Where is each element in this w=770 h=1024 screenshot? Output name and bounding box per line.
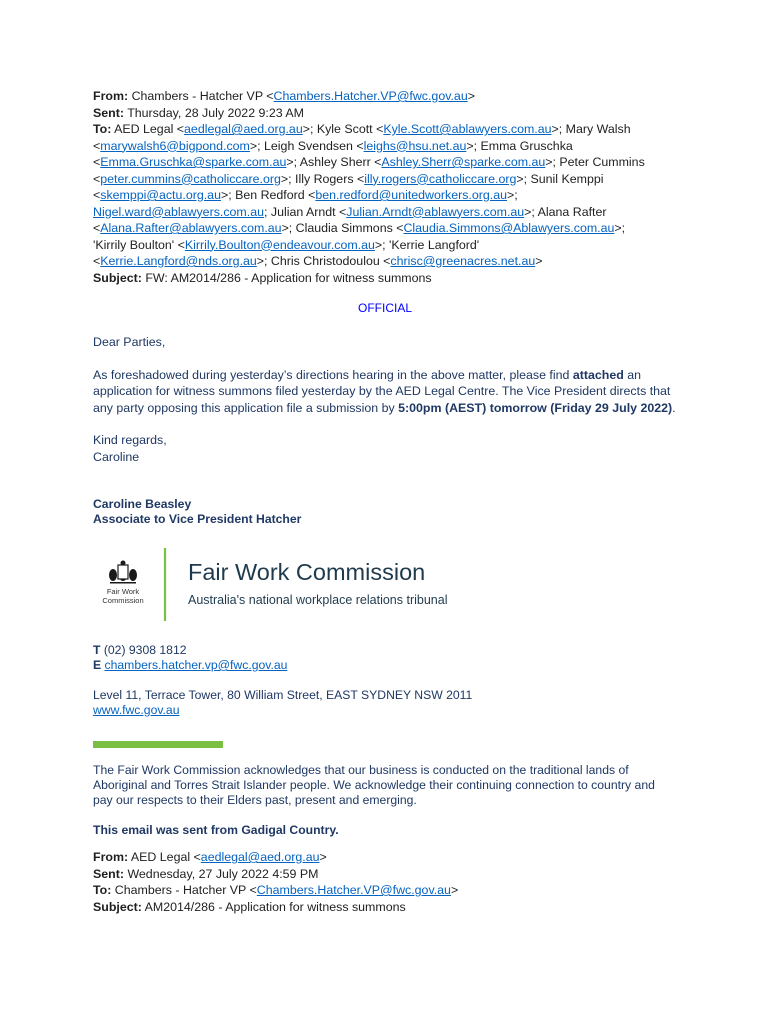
contact-block	[93, 643, 693, 718]
signature-name: Caroline Beasley	[93, 497, 192, 511]
sent-line: Sent: Wednesday, 27 July 2022 4:59 PM	[93, 866, 319, 881]
to-line: <Emma.Gruschka@sparke.com.au>; Ashley Sherr <Ashley.Sherr@sparke.com.au>; Peter Cummins	[93, 155, 645, 169]
signature-title: Associate to Vice President Hatcher	[93, 512, 302, 526]
to-line: To: Chambers - Hatcher VP <Chambers.Hatcher.VP@fwc.gov.au>	[93, 883, 459, 897]
recipient-email-link[interactable]: chrisc@greenacres.net.au	[390, 254, 536, 268]
acknowledgement-block	[93, 763, 673, 838]
logo-org-name: Fair Work Commission	[188, 559, 426, 585]
address: Level 11, Terrace Tower, 80 William Street, EAST SYDNEY NSW 2011	[93, 688, 473, 702]
to-line: <Kerrie.Langford@nds.org.au>; Chris Christodoulou <chrisc@greenacres.net.au>	[93, 254, 543, 268]
from-email-link[interactable]: aedlegal@aed.org.au	[200, 850, 320, 864]
email-body	[93, 334, 678, 465]
to-line: To: AED Legal <aedlegal@aed.org.au>; Kyle Scott <Kyle.Scott@ablawyers.com.au>; Mary Walsh	[93, 122, 631, 136]
recipient-email-link[interactable]: ben.redford@unitedworkers.org.au	[315, 188, 508, 202]
to-line: Nigel.ward@ablawyers.com.au; Julian Arndt <Julian.Arndt@ablawyers.com.au>; Alana Rafter	[93, 204, 607, 219]
recipient-email-link[interactable]: Nigel.ward@ablawyers.com.au	[93, 204, 264, 219]
to-line: <peter.cummins@catholiccare.org>; Illy Rogers <illy.rogers@catholiccare.org>; Sunil Kemppi	[93, 171, 604, 186]
subject-line: Subject: AM2014/286 - Application for witness summons	[93, 899, 406, 914]
to-line: 'Kirrily Boulton' <Kirrily.Boulton@endeavour.com.au>; 'Kerrie Langford'	[93, 237, 480, 252]
recipient-email-link[interactable]: Chambers.Hatcher.VP@fwc.gov.au	[256, 883, 451, 897]
recipient-email-link[interactable]: Kirrily.Boulton@endeavour.com.au	[184, 237, 375, 252]
website-link[interactable]: www.fwc.gov.au	[93, 703, 180, 717]
recipient-email-link[interactable]: marywalsh6@bigpond.com	[100, 138, 250, 153]
recipient-email-link[interactable]: peter.cummins@catholiccare.org	[100, 171, 281, 186]
from-email-link[interactable]: Chambers.Hatcher.VP@fwc.gov.au	[273, 89, 468, 103]
crest-text-line: Commission	[102, 595, 144, 605]
recipient-email-link[interactable]: Emma.Gruschka@sparke.com.au	[100, 155, 287, 169]
signature-block	[93, 497, 693, 527]
country-statement: This email was sent from Gadigal Country.	[93, 823, 339, 837]
sent-line: Sent: Thursday, 28 July 2022 9:23 AM	[93, 105, 304, 120]
subject-line: Subject: FW: AM2014/286 - Application for witness summons	[93, 270, 432, 285]
email-line: E chambers.hatcher.vp@fwc.gov.au	[93, 658, 288, 672]
greeting: Dear Parties,	[93, 335, 166, 349]
crest-text-line: Fair Work	[106, 587, 140, 596]
recipient-email-link[interactable]: Kerrie.Langford@nds.org.au	[100, 254, 257, 268]
recipient-email-link[interactable]: Claudia.Simmons@Ablawyers.com.au	[403, 221, 615, 235]
closing-name: Caroline	[93, 449, 140, 464]
recipient-email-link[interactable]: leighs@hsu.net.au	[363, 138, 467, 153]
from-line: From: Chambers - Hatcher VP <Chambers.Hatcher.VP@fwc.gov.au>	[93, 89, 475, 103]
recipient-email-link[interactable]: illy.rogers@catholiccare.org	[364, 171, 517, 186]
recipient-email-link[interactable]: Kyle.Scott@ablawyers.com.au	[383, 122, 552, 136]
closing: Kind regards,	[93, 433, 167, 447]
fwc-logo	[93, 545, 473, 625]
accent-divider	[93, 741, 223, 748]
acknowledgement-text: The Fair Work Commission acknowledges that our business is conducted on the traditional lands of Aboriginal and Torres Strait Islander people. We acknowledge their continuing connection to country and pay our respects to their Elders past, present and emerging.	[93, 763, 655, 807]
to-line: <Alana.Rafter@ablawyers.com.au>; Claudia Simmons <Claudia.Simmons@Ablawyers.com.au>;	[93, 221, 626, 235]
from-line: From: AED Legal <aedlegal@aed.org.au>	[93, 850, 327, 864]
recipient-email-link[interactable]: aedlegal@aed.org.au	[184, 122, 303, 136]
logo-tagline: Australia's national workplace relations tribunal	[188, 593, 448, 607]
to-line: <skemppi@actu.org.au>; Ben Redford <ben.redford@unitedworkers.org.au>;	[93, 188, 518, 202]
recipient-email-link[interactable]: Julian.Arndt@ablawyers.com.au	[346, 204, 525, 219]
body-paragraph: As foreshadowed during yesterday’s directions hearing in the above matter, please find attached an application for witness summons filed yesterday by the AED Legal Centre. The Vice President directs that any party opposing this application file a submission by 5:00pm (AEST) tomorrow (Friday 29 July 2022).	[93, 367, 676, 415]
email-header-forward	[93, 88, 693, 286]
email-header-original	[93, 849, 693, 915]
recipient-email-link[interactable]: skemppi@actu.org.au	[100, 188, 221, 202]
phone-line: T (02) 9308 1812	[93, 643, 187, 657]
contact-email-link[interactable]: chambers.hatcher.vp@fwc.gov.au	[104, 658, 288, 672]
to-line: <marywalsh6@bigpond.com>; Leigh Svendsen <leighs@hsu.net.au>; Emma Gruschka	[93, 138, 573, 153]
recipient-email-link[interactable]: Alana.Rafter@ablawyers.com.au	[100, 221, 282, 235]
recipient-email-link[interactable]: Ashley.Sherr@sparke.com.au	[381, 155, 546, 169]
classification-label: OFFICIAL	[357, 301, 412, 315]
